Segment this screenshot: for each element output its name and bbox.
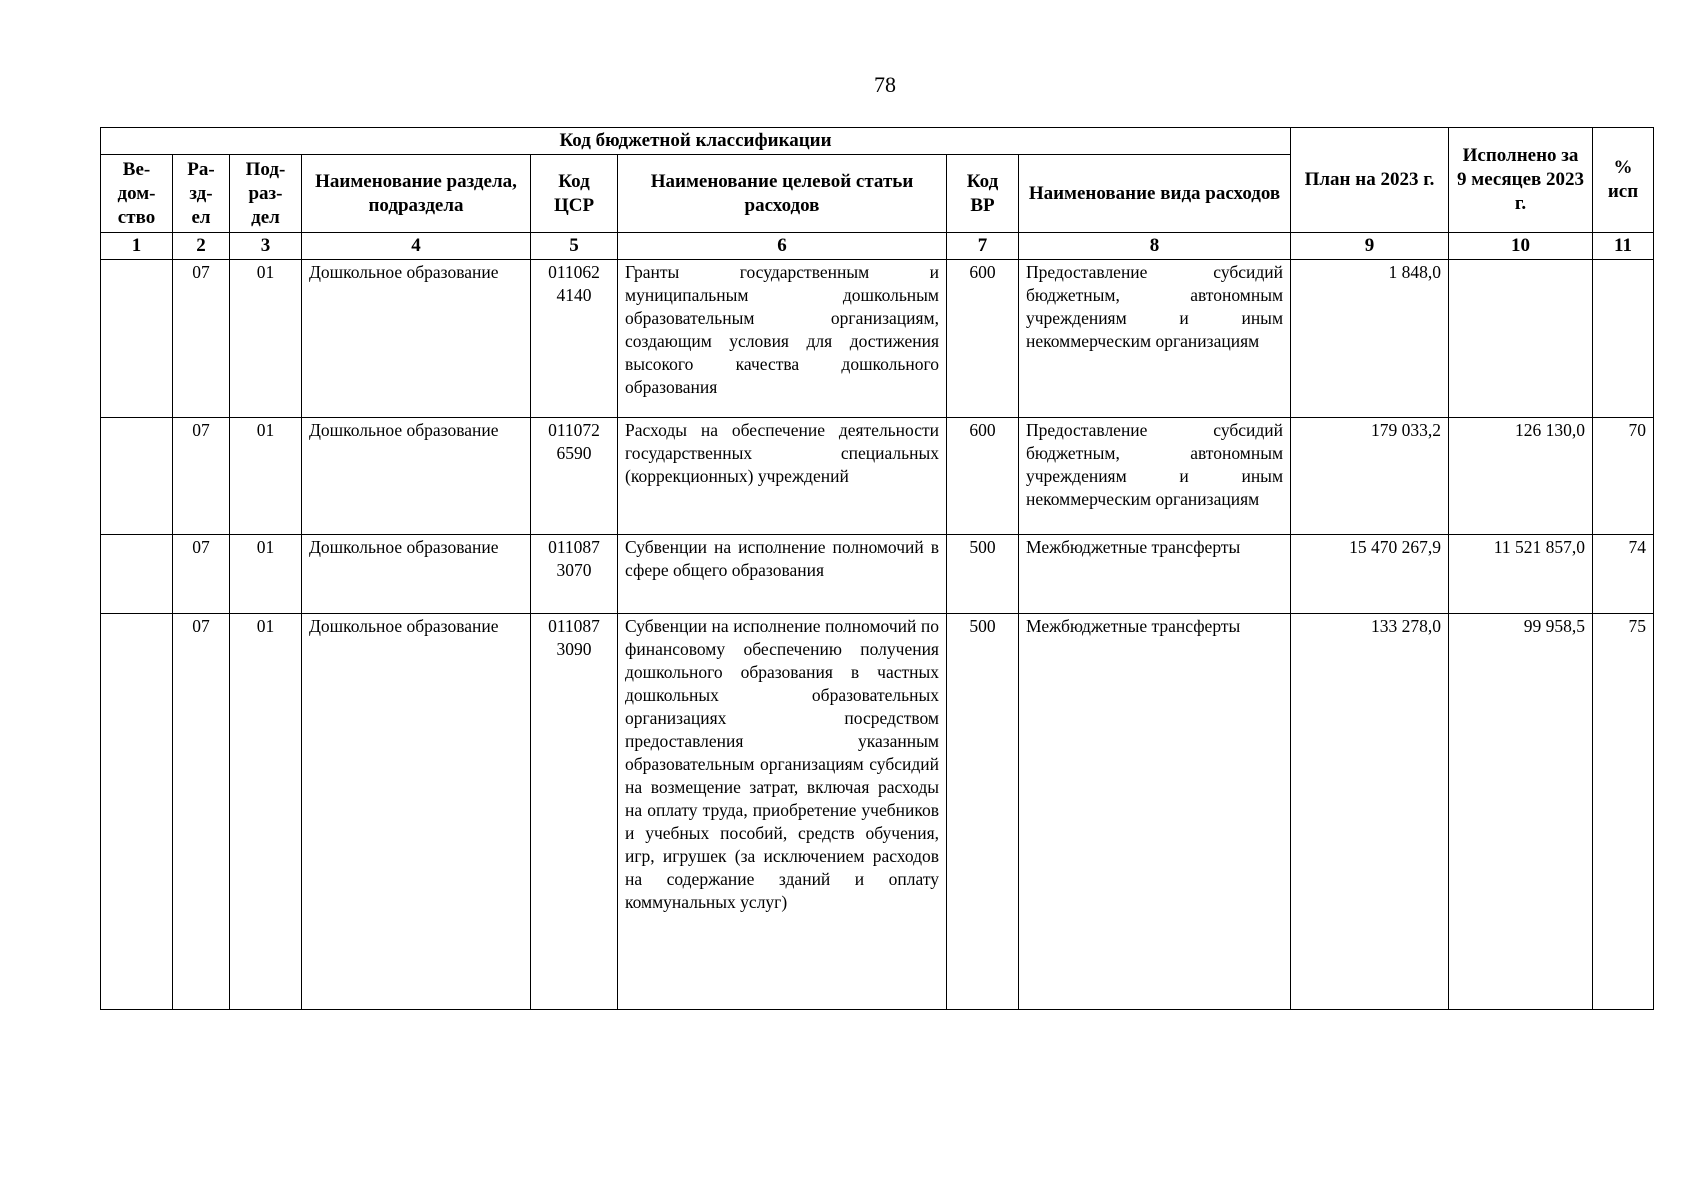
cell-podrazdel: 01 — [230, 614, 302, 1010]
cell-percent: 75 — [1593, 614, 1654, 1010]
cell-section-name: Дошкольное образование — [302, 535, 531, 614]
cell-section-name: Дошкольное образование — [302, 418, 531, 535]
cell-expense-type-name: Предоставление субсидий бюджетным, автономным учреждениям и иным некоммерческим организациям — [1019, 418, 1291, 535]
table-row — [101, 535, 1654, 614]
table-row — [101, 260, 1654, 418]
header-expense-type-name: Наименование вида расходов — [1019, 155, 1291, 233]
cell-podrazdel: 01 — [230, 260, 302, 418]
cell-vr-code: 500 — [947, 535, 1019, 614]
cell-executed — [1449, 260, 1593, 418]
column-number: 5 — [531, 233, 618, 260]
cell-target-item-name: Субвенции на исполнение полномочий в сфере общего образования — [618, 535, 947, 614]
cell-razdel: 07 — [173, 418, 230, 535]
table-row — [101, 418, 1654, 535]
page-number: 78 — [874, 72, 896, 97]
column-number: 8 — [1019, 233, 1291, 260]
cell-executed: 11 521 857,0 — [1449, 535, 1593, 614]
column-number: 11 — [1593, 233, 1654, 260]
cell-percent: 70 — [1593, 418, 1654, 535]
header-razdel: Ра-зд-ел — [173, 155, 230, 233]
header-section-name: Наименование раздела, подраздела — [302, 155, 531, 233]
column-number: 4 — [302, 233, 531, 260]
cell-vedomstvo — [101, 260, 173, 418]
cell-podrazdel: 01 — [230, 535, 302, 614]
header-budget-classification: Код бюджетной классификации — [101, 128, 1291, 155]
cell-section-name: Дошкольное образование — [302, 260, 531, 418]
cell-vr-code: 600 — [947, 418, 1019, 535]
cell-podrazdel: 01 — [230, 418, 302, 535]
cell-vr-code: 500 — [947, 614, 1019, 1010]
cell-csr-code: 011072 6590 — [531, 418, 618, 535]
cell-percent — [1593, 260, 1654, 418]
header-executed: Исполнено за 9 месяцев 2023 г. — [1449, 128, 1593, 233]
column-number: 6 — [618, 233, 947, 260]
cell-vr-code: 600 — [947, 260, 1019, 418]
cell-vedomstvo — [101, 535, 173, 614]
cell-vedomstvo — [101, 418, 173, 535]
cell-vedomstvo — [101, 614, 173, 1010]
header-vedomstvo: Ве-дом-ство — [101, 155, 173, 233]
column-number: 7 — [947, 233, 1019, 260]
cell-executed: 99 958,5 — [1449, 614, 1593, 1010]
cell-percent: 74 — [1593, 535, 1654, 614]
column-number: 1 — [101, 233, 173, 260]
cell-razdel: 07 — [173, 260, 230, 418]
cell-csr-code: 011087 3070 — [531, 535, 618, 614]
cell-plan: 133 278,0 — [1291, 614, 1449, 1010]
header-plan: План на 2023 г. — [1291, 128, 1449, 233]
cell-target-item-name: Субвенции на исполнение полномочий по финансовому обеспечению получения дошкольного образования в частных дошкольных образовательных организациях посредством предоставления указанным образовательным организациям субсидий на возмещение затрат, включая расходы на оплату труда, приобретение учебников и учебных пособий, средств обучения, игр, игрушек (за исключением расходов на содержание зданий и оплату коммунальных услуг) — [618, 614, 947, 1010]
cell-razdel: 07 — [173, 535, 230, 614]
column-number: 10 — [1449, 233, 1593, 260]
cell-plan: 179 033,2 — [1291, 418, 1449, 535]
header-vr-code: Код ВР — [947, 155, 1019, 233]
header-csr-code: Код ЦСР — [531, 155, 618, 233]
header-podrazdel: Под-раз-дел — [230, 155, 302, 233]
cell-plan: 15 470 267,9 — [1291, 535, 1449, 614]
header-percent: % исп — [1593, 128, 1654, 233]
cell-plan: 1 848,0 — [1291, 260, 1449, 418]
cell-section-name: Дошкольное образование — [302, 614, 531, 1010]
column-number: 3 — [230, 233, 302, 260]
budget-table — [100, 127, 1654, 1010]
header-target-item-name: Наименование целевой статьи расходов — [618, 155, 947, 233]
cell-target-item-name: Гранты государственным и муниципальным дошкольным образовательным организациям, создающим условия для достижения высокого качества дошкольного образования — [618, 260, 947, 418]
column-number: 9 — [1291, 233, 1449, 260]
cell-expense-type-name: Предоставление субсидий бюджетным, автономным учреждениям и иным некоммерческим организациям — [1019, 260, 1291, 418]
table-row — [101, 614, 1654, 1010]
cell-expense-type-name: Межбюджетные трансферты — [1019, 614, 1291, 1010]
cell-csr-code: 011087 3090 — [531, 614, 618, 1010]
cell-target-item-name: Расходы на обеспечение деятельности государственных специальных (коррекционных) учреждений — [618, 418, 947, 535]
cell-csr-code: 011062 4140 — [531, 260, 618, 418]
cell-expense-type-name: Межбюджетные трансферты — [1019, 535, 1291, 614]
cell-executed: 126 130,0 — [1449, 418, 1593, 535]
cell-razdel: 07 — [173, 614, 230, 1010]
column-number: 2 — [173, 233, 230, 260]
